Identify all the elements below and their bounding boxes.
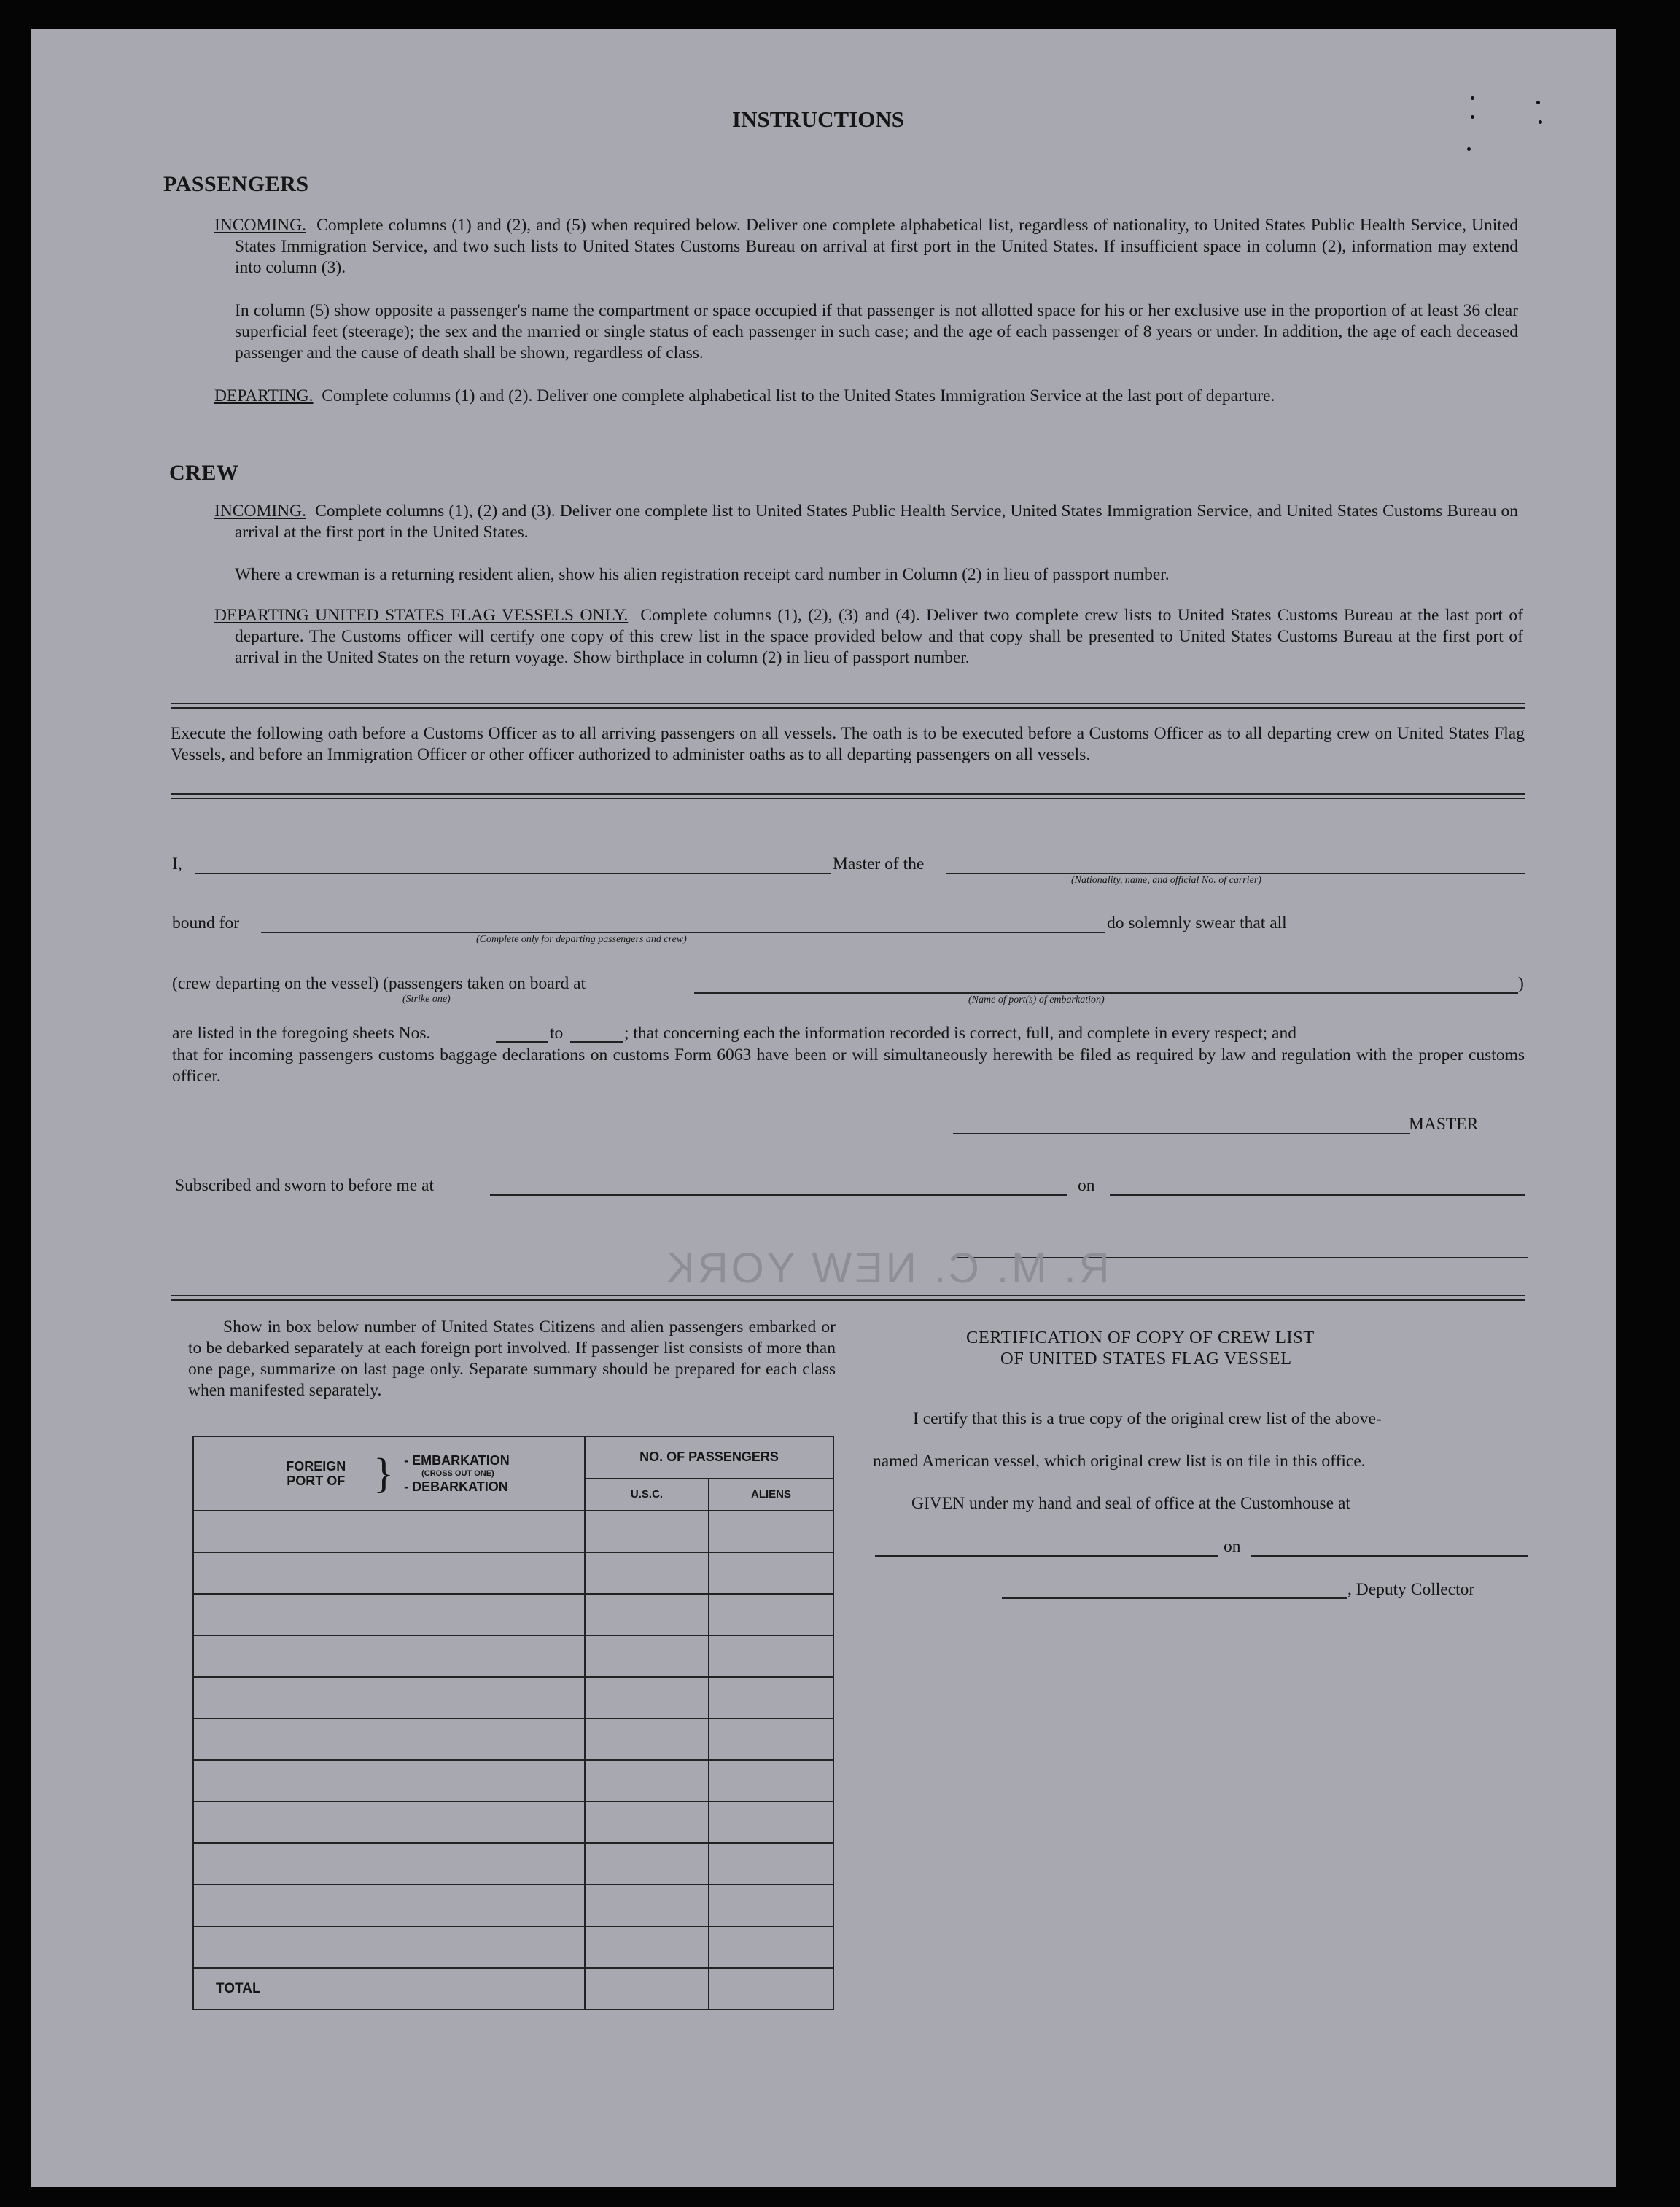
- port-cell[interactable]: [193, 1885, 585, 1926]
- aliens-cell[interactable]: [709, 1885, 833, 1926]
- double-rule: [171, 793, 1525, 799]
- aliens-cell[interactable]: [709, 1802, 833, 1843]
- certification-title-2: OF UNITED STATES FLAG VESSEL: [1000, 1349, 1292, 1369]
- total-aliens-cell[interactable]: [709, 1968, 833, 2009]
- usc-cell[interactable]: [585, 1802, 709, 1843]
- aliens-cell[interactable]: [709, 1926, 833, 1968]
- usc-cell[interactable]: [585, 1635, 709, 1677]
- usc-cell[interactable]: [585, 1885, 709, 1926]
- double-rule: [171, 1295, 1525, 1301]
- close-paren: ): [1518, 974, 1524, 993]
- total-label: TOTAL: [193, 1968, 585, 2009]
- given-line: GIVEN under my hand and seal of office at the Customhouse at: [911, 1494, 1350, 1513]
- aliens-cell[interactable]: [709, 1760, 833, 1802]
- aliens-cell[interactable]: [709, 1594, 833, 1635]
- aliens-header: ALIENS: [709, 1479, 833, 1511]
- usc-cell[interactable]: [585, 1760, 709, 1802]
- port-cell[interactable]: [193, 1552, 585, 1594]
- aliens-cell[interactable]: [709, 1552, 833, 1594]
- passengers-departing-label: DEPARTING.: [214, 386, 314, 405]
- table-row: [193, 1594, 833, 1635]
- certification-on-label: on: [1224, 1537, 1241, 1556]
- master-name-field[interactable]: [195, 873, 831, 874]
- crew-departing-text: Complete columns (1), (2), (3) and (4). Deliver two complete crew lists to United States Customs Bureau at the last port of departure. The Customs officer will certify one copy of this crew list in the space provided below and that copy shall be presented to United States Customs Bureau at the first port of arrival in the United States on the return voyage. Show birthplace in column (2) in lieu of passport number.: [235, 606, 1524, 667]
- no-passengers-header: NO. OF PASSENGERS: [585, 1436, 833, 1479]
- master-signature-field[interactable]: [953, 1133, 1410, 1134]
- port-cell[interactable]: [193, 1718, 585, 1760]
- swear-label: do solemnly swear that all: [1107, 914, 1287, 933]
- listed-label: are listed in the foregoing sheets Nos.: [172, 1024, 431, 1043]
- carrier-caption: (Nationality, name, and official No. of carrier): [1071, 875, 1261, 886]
- certify-line-1: I certify that this is a true copy of the original crew list of the above-: [913, 1409, 1382, 1428]
- passengers-incoming-instruction: [214, 215, 1518, 279]
- crew-passengers-label: (crew departing on the vessel) (passengers taken on board at: [172, 974, 586, 993]
- carrier-field[interactable]: [946, 873, 1525, 874]
- debarkation-label: - DEBARKATION: [404, 1479, 508, 1494]
- aliens-cell[interactable]: [709, 1635, 833, 1677]
- port-cell[interactable]: [193, 1760, 585, 1802]
- crew-departing-label: DEPARTING UNITED STATES FLAG VESSELS ONLY.: [214, 606, 629, 625]
- port-cell[interactable]: [193, 1843, 585, 1885]
- passengers-incoming-text: Complete columns (1) and (2), and (5) when required below. Deliver one complete alphabetical list, regardless of nationality, to United States Public Health Service, United States Immigration Service, and two such lists to United States Customs Bureau on arrival at first port in the United States. If insufficient space in column (2), information may extend into column (3).: [235, 216, 1518, 277]
- certify-line-2: named American vessel, which original crew list is on file in this office.: [873, 1452, 1366, 1471]
- bound-for-field[interactable]: [261, 932, 1105, 933]
- passengers-departing-text: Complete columns (1) and (2). Deliver one complete alphabetical list to the United States Immigration Service at the last port of departure.: [322, 386, 1275, 405]
- sheet-from-field[interactable]: [496, 1041, 548, 1043]
- embarkation-label: - EMBARKATION: [404, 1453, 510, 1468]
- port-cell[interactable]: [193, 1635, 585, 1677]
- port-cell[interactable]: [193, 1677, 585, 1718]
- crew-incoming-label: INCOMING.: [214, 502, 306, 521]
- crew-incoming-text: Complete columns (1), (2) and (3). Deliver one complete list to United States Public Health Service, United States Immigration Service, and United States Customs Bureau on arrival at the first port in the United States.: [235, 502, 1518, 542]
- listed-continuation: that for incoming passengers customs baggage declarations on customs Form 6063 have been or will simultaneously herewith be filed as required by law and regulation with the proper customs officer.: [172, 1046, 1525, 1086]
- crew-incoming-instruction: [214, 501, 1518, 543]
- bound-for-caption: (Complete only for departing passengers and crew): [476, 934, 687, 945]
- rmc-new-york-stamp: R. M. C. NEW YORK: [664, 1245, 1110, 1292]
- usc-cell[interactable]: [585, 1552, 709, 1594]
- usc-cell[interactable]: [585, 1511, 709, 1552]
- table-row: [193, 1802, 833, 1843]
- table-row: [193, 1718, 833, 1760]
- registration-mark: [1539, 120, 1542, 124]
- table-row: [193, 1552, 833, 1594]
- master-signature-label: MASTER: [1409, 1115, 1479, 1134]
- aliens-cell[interactable]: [709, 1511, 833, 1552]
- bound-for-label: bound for: [172, 914, 240, 933]
- embarkation-port-field[interactable]: [694, 992, 1518, 994]
- brace-icon: }: [373, 1449, 394, 1497]
- deputy-collector-label: , Deputy Collector: [1348, 1580, 1475, 1599]
- registration-mark: [1536, 101, 1540, 104]
- usc-cell[interactable]: [585, 1718, 709, 1760]
- passenger-summary-table: [192, 1436, 834, 2010]
- crew-heading: CREW: [169, 461, 239, 485]
- port-cell[interactable]: [193, 1926, 585, 1968]
- listed-text: ; that concerning each the information recorded is correct, full, and complete in every respect; and: [624, 1024, 1296, 1043]
- sworn-place-field[interactable]: [490, 1194, 1068, 1196]
- form-sheet: [31, 29, 1616, 2187]
- table-row: [193, 1926, 833, 1968]
- column5-instruction: In column (5) show opposite a passenger's name the compartment or space occupied if that passenger is not allotted space for his or her exclusive use in the proportion of at least 36 clear superficial feet (steerage); the sex and the married or single status of each passenger in such case; and the age of each passenger of 8 years or under. In addition, the age of each deceased passenger and the cause of death shall be shown, regardless of class.: [235, 301, 1518, 362]
- usc-cell[interactable]: [585, 1926, 709, 1968]
- table-row: [193, 1511, 833, 1552]
- usc-cell[interactable]: [585, 1843, 709, 1885]
- oath-instruction: Execute the following oath before a Customs Officer as to all arriving passengers on all vessels. The oath is to be executed before a Customs Officer as to all departing crew on United States Flag Vessels, and before an Immigration Officer or other officer authorized to administer oaths as to all departing passengers on all vessels.: [171, 724, 1525, 764]
- usc-cell[interactable]: [585, 1594, 709, 1635]
- sworn-date-field[interactable]: [1110, 1194, 1525, 1196]
- passengers-departing-instruction: [214, 386, 1518, 407]
- certification-title-1: CERTIFICATION OF COPY OF CREW LIST: [966, 1328, 1315, 1347]
- sheet-to-field[interactable]: [570, 1041, 623, 1043]
- aliens-cell[interactable]: [709, 1718, 833, 1760]
- master-of-label: Master of the: [833, 855, 925, 873]
- table-row: [193, 1843, 833, 1885]
- sworn-on-label: on: [1078, 1176, 1095, 1195]
- foreign-port-label: FOREIGN PORT OF: [286, 1459, 346, 1488]
- registration-mark: [1467, 147, 1471, 151]
- cross-out-label: (CROSS OUT ONE): [421, 1469, 494, 1478]
- page-title: INSTRUCTIONS: [732, 106, 905, 132]
- crew-resident-instruction: Where a crewman is a returning resident alien, show his alien registration receipt card number in Column (2) in lieu of passport number.: [235, 565, 1170, 584]
- summary-instruction: Show in box below number of United States Citizens and alien passengers embarked or to be debarked separately at each foreign port involved. If passenger list consists of more than one page, summarize on last page only. Separate summary should be prepared for each class when manifested separately.: [188, 1317, 836, 1400]
- total-row: [193, 1968, 833, 2009]
- passengers-incoming-label: INCOMING.: [214, 216, 306, 235]
- registration-mark: [1471, 96, 1474, 100]
- table-row: [193, 1677, 833, 1718]
- embarkation-caption: (Name of port(s) of embarkation): [968, 994, 1105, 1005]
- usc-header: U.S.C.: [585, 1479, 709, 1511]
- table-row: [193, 1635, 833, 1677]
- total-usc-cell[interactable]: [585, 1968, 709, 2009]
- deputy-signature-field[interactable]: [1002, 1597, 1348, 1599]
- certification-date-field[interactable]: [1251, 1555, 1528, 1557]
- aliens-cell[interactable]: [709, 1677, 833, 1718]
- passengers-heading: PASSENGERS: [163, 172, 309, 196]
- oath-i-label: I,: [172, 855, 182, 873]
- foreign-port-header: [193, 1436, 585, 1511]
- port-cell[interactable]: [193, 1594, 585, 1635]
- table-row: [193, 1760, 833, 1802]
- double-rule: [171, 703, 1525, 709]
- port-cell[interactable]: [193, 1511, 585, 1552]
- strike-one-caption: (Strike one): [402, 994, 451, 1005]
- crew-departing-instruction: [214, 605, 1523, 669]
- table-row: [193, 1885, 833, 1926]
- aliens-cell[interactable]: [709, 1843, 833, 1885]
- usc-cell[interactable]: [585, 1677, 709, 1718]
- port-cell[interactable]: [193, 1802, 585, 1843]
- subscribed-label: Subscribed and sworn to before me at: [175, 1176, 435, 1195]
- registration-mark: [1471, 115, 1474, 119]
- customhouse-field[interactable]: [875, 1555, 1218, 1557]
- listed-to-label: to: [550, 1024, 564, 1043]
